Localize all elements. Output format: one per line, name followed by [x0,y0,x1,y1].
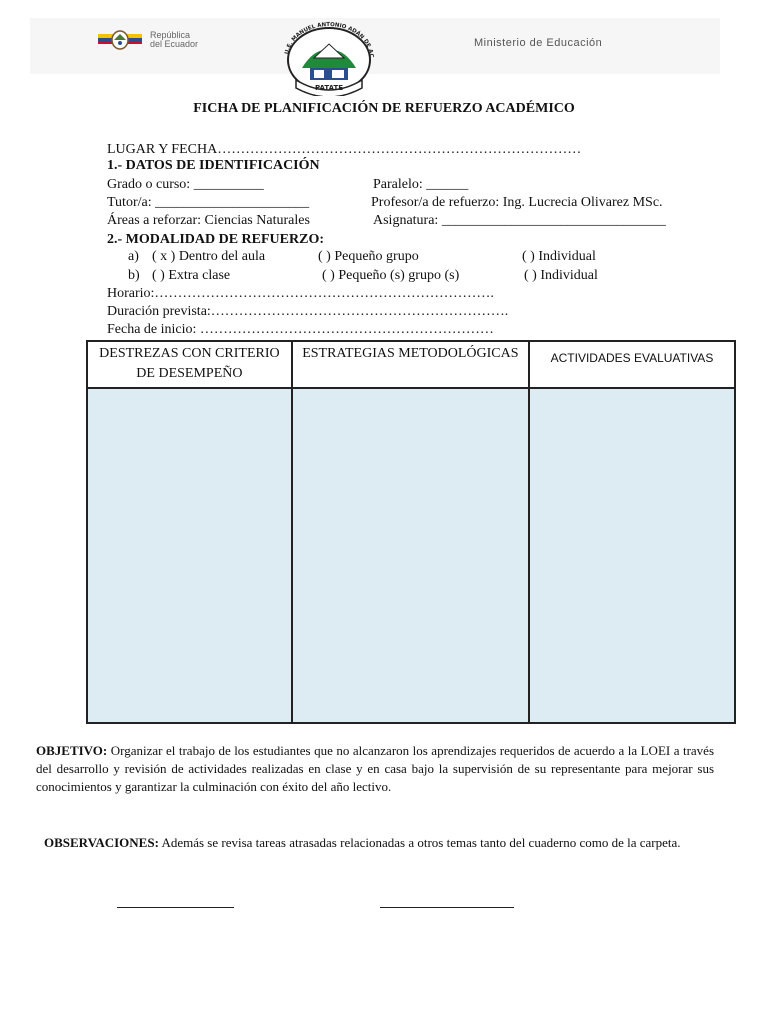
signature-line-left [117,907,234,908]
objetivo-label: OBJETIVO: [36,743,108,758]
signature-line-right [380,907,514,908]
modalidad-a-aula: ( x ) Dentro del aula [152,249,266,264]
asignatura-field: Asignatura: ________________________________ [373,213,666,228]
areas-field: Áreas a reforzar: Ciencias Naturales [107,213,310,228]
section1-heading: 1.- DATOS DE IDENTIFICACIÓN [107,158,320,173]
republic-logo [96,28,198,52]
observaciones-text: Además se revisa tareas atrasadas relacionadas a otros temas tanto del cuaderno como de la carpeta. [161,835,681,850]
objetivo-text: Organizar el trabajo de los estudiantes que no alcanzaron los aprendizajes requeridos de acuerdo a la LOEI a través del desarrollo y revisión de actividades realizadas en clase y en casa bajo la supervisión de su representante para mejorar sus conocimientos y garantizar la culminación con éxito del año lectivo. [36,743,715,794]
profesor-field: Profesor/a de refuerzo: Ing. Lucrecia Olivarez MSc. [371,195,663,210]
cell-destrezas[interactable] [87,388,292,723]
fecha-inicio-field: Fecha de inicio: ……………………………………………………… [107,322,494,337]
ministry-name: Ministerio de Educación [474,37,603,49]
republic-line2: del Ecuador [150,39,199,49]
page-title: FICHA DE PLANIFICACIÓN DE REFUERZO ACADÉMICO [193,101,575,116]
table-body-row [87,388,735,723]
school-seal [274,18,384,96]
cell-estrategias[interactable] [292,388,529,723]
seal-arc-text: U.E. MANUEL ANTONIO ADÁN DE AC [284,21,375,58]
modalidad-b-individual: ( ) Individual [524,268,598,283]
tutor-field: Tutor/a: ______________________ [107,195,310,210]
ecuador-crest-icon [96,28,144,52]
modalidad-b-label: b) [128,268,140,283]
objetivo-paragraph [36,742,714,796]
modalidad-b-pequeno: ( ) Pequeño (s) grupo (s) [322,268,460,283]
col-destrezas-header: DESTREZAS CON CRITERIO DE DESEMPEÑO [87,341,292,388]
modalidad-a-label: a) [128,249,139,264]
table-header-row [87,341,735,388]
col-estrategias-header: ESTRATEGIAS METODOLÓGICAS [292,341,529,388]
col-actividades-header: ACTIVIDADES EVALUATIVAS [529,341,735,388]
republic-line1: República [150,30,191,40]
grado-field: Grado o curso: __________ [107,177,264,192]
modalidad-a-individual: ( ) Individual [522,249,596,264]
seal-bottom-text: PATATE [314,84,344,92]
horario-field: Horario:………………………………………………………………. [107,286,494,301]
observaciones-label: OBSERVACIONES: [44,835,159,850]
cell-actividades[interactable] [529,388,735,723]
planning-table [86,340,736,724]
observaciones-paragraph [44,834,714,852]
lugar-fecha: LUGAR Y FECHA…………………………………………………………………… [107,142,582,157]
paralelo-field: Paralelo: ______ [373,177,469,192]
modalidad-a-pequeno: ( ) Pequeño grupo [318,249,419,264]
modalidad-b-extra: ( ) Extra clase [152,268,231,283]
duracion-field: Duración prevista:………………………………………………………. [107,304,509,319]
section2-heading: 2.- MODALIDAD DE REFUERZO: [107,232,324,247]
